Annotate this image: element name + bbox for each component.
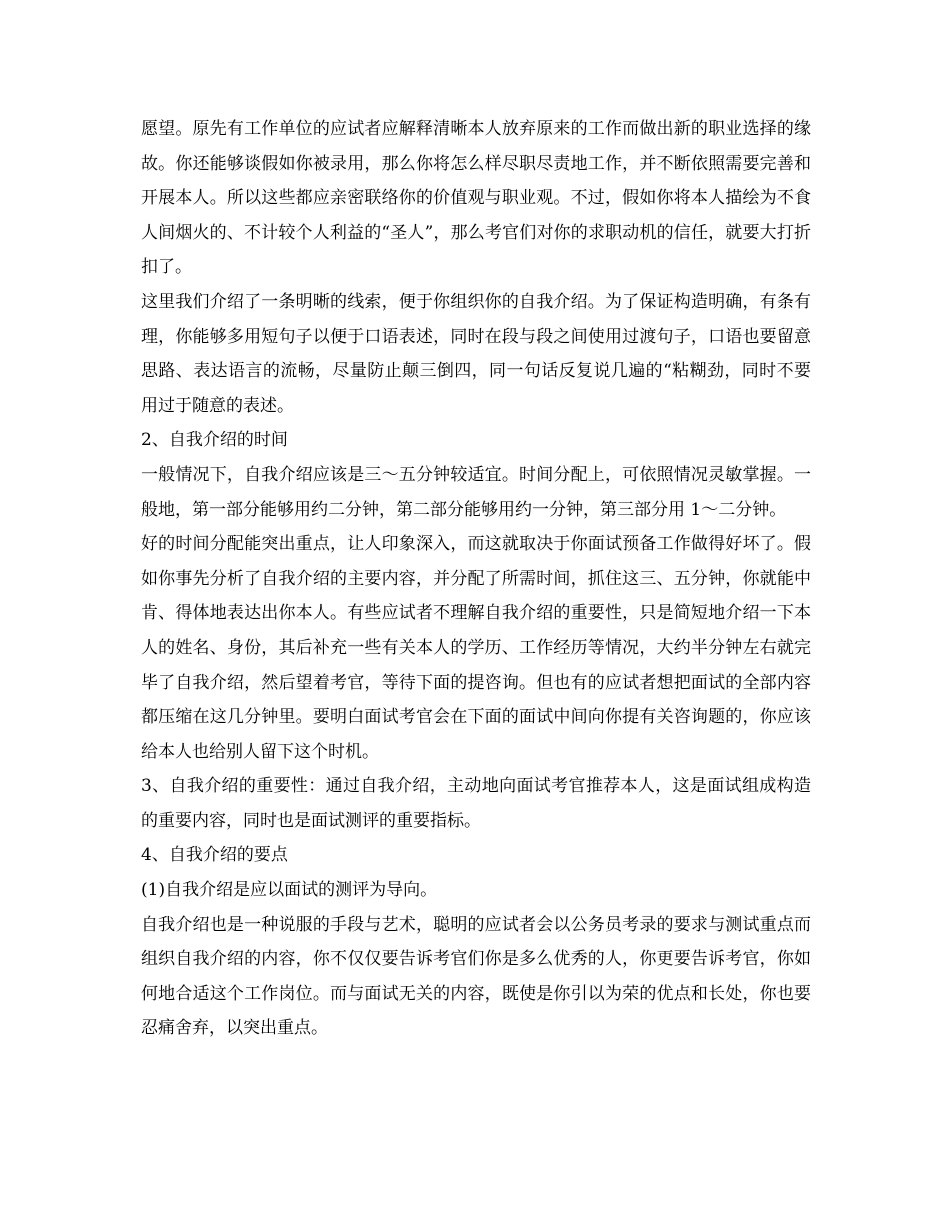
section-heading-key-points: 4、自我介绍的要点 [141, 845, 288, 866]
paragraph-persuasion: 自我介绍也是一种说服的手段与艺术，聪明的应试者会以公务员考录的要求与测试重点而组织自我介绍的内容，你不仅仅要告诉考官们你是多么优秀的人，你更要告诉考官，你如何地合适这个工作岗位。而与面试无关的内容，既使是你引以为荣的优点和长处，你也要忍痛舍弃，以突出重点。 [141, 914, 811, 1039]
paragraph-time-importance: 好的时间分配能突出重点，让人印象深入，而这就取决于你面试预备工作做得好坏了。假如你事先分析了自我介绍的主要内容，并分配了所需时间，抓住这三、五分钟，你就能中肯、得体地表达出你本人。有些应试者不理解自我介绍的重要性，只是简短地介绍一下本人的姓名、身份，其后补充一些有关本人的学历、工作经历等情况，大约半分钟左右就完毕了自我介绍，然后望着考官，等待下面的提咨询。但也有的应试者想把面试的全部内容都压缩在这几分钟里。要明白面试考官会在下面的面试中间向你提有关咨询题的，你应该给本人也给别人留下这个时机。 [141, 534, 811, 762]
section-heading-time: 2、自我介绍的时间 [141, 430, 288, 451]
paragraph-time-allocation: 一般情况下，自我介绍应该是三～五分钟较适宜。时间分配上，可依照情况灵敏掌握。一般地，第一部分能够用约二分钟，第二部分能够用约一分钟，第三部分用 1～二分钟。 [141, 464, 811, 520]
paragraph-structure-tips: 这里我们介绍了一条明晰的线索，便于你组织你的自我介绍。为了保证构造明确，有条有理，你能够多用短句子以便于口语表述，同时在段与段之间使用过渡句子，口语也要留意思路、表达语言的流畅，尽量防止颠三倒四，同一句话反复说几遍的“粘糊劲，同时不要用过于随意的表述。 [141, 291, 811, 416]
section-heading-importance: 3、自我介绍的重要性：通过自我介绍，主动地向面试考官推荐本人，这是面试组成构造的重要内容，同时也是面试测评的重要指标。 [141, 776, 811, 831]
subheading-point-1: (1)自我介绍是应以面试的测评为导向。 [141, 880, 438, 901]
document-body [141, 112, 811, 1046]
paragraph-motivation: 愿望。原先有工作单位的应试者应解释清晰本人放弃原来的工作而做出新的职业选择的缘故。你还能够谈假如你被录用，那么你将怎么样尽职尽责地工作，并不断依照需要完善和开展本人。所以这些都应亲密联络你的价值观与职业观。不过，假如你将本人描绘为不食人间烟火的、不计较个人利益的“圣人”，那么考官们对你的求职动机的信任，就要大打折扣了。 [141, 119, 811, 278]
